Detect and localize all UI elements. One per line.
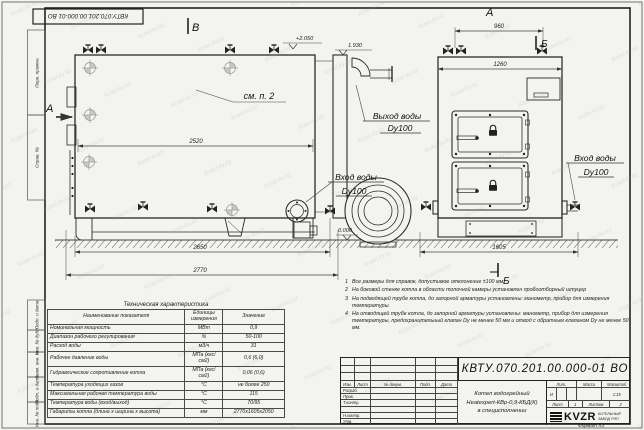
sheets-header: Листов [583,401,611,408]
tech-cell: 115 [223,390,285,399]
tech-cell: 0,9 [223,324,285,333]
tech-cell: 50-100 [223,333,285,342]
note-item [338,279,630,286]
company-name-line1: КОТЕЛЬНЫЙ [597,412,621,417]
tech-table [47,309,285,418]
tech-row [48,408,285,417]
tech-row [48,366,285,381]
drawing-title-line3: в специсполнении [477,408,527,415]
tech-table-title: Техническая характеристика [123,302,209,308]
title-block-grid [341,358,458,425]
format-label: Формат А3 [577,424,605,429]
note-text: На отводящей трубе котла, до запорной арматуры установлены: манометр, прибор для измерения температуры, предохранительный клапан Dу не менее 50 мм и отвод с обратным клапаном Dу не менее 50 мм. [352,311,629,331]
tech-cell: МПа (кгс/см2) [185,351,223,366]
tech-cell: Расход воды [48,342,185,351]
kvzr-logo-text: KVZR [564,410,596,423]
sheets-value: 2 [610,401,631,408]
note-text: Все размеры для справок, допустимое отклонение ±100 мм. [352,279,505,285]
tb-col-header: Лист [355,381,371,388]
sheet-value: 1 [569,401,583,408]
tech-cell: Гидравлическое сопротивление котла [48,366,185,381]
tech-header-row [48,310,285,325]
tech-cell: Температура уходящих газов [48,381,185,390]
kvzr-logo-icon [550,412,562,422]
tech-cell: м3/ч [185,342,223,351]
tech-row [48,399,285,408]
tech-row [48,390,285,399]
tech-cell: 70/95 [223,399,285,408]
notes [338,279,630,333]
tech-cell: МПа (кгс/см2) [185,366,223,381]
tech-row [48,351,285,366]
drawing-title [458,381,546,425]
tech-cell: Габариты котла (длина х ширина х высота) [48,408,185,417]
tech-cell: Номинальная мощность [48,324,185,333]
tb-col-header: Подп. [416,381,436,388]
tb-role: Разраб. [341,388,371,394]
tech-cell: 2770х1605х2050 [223,408,285,417]
tech-cell: 0,06 (0,6) [223,366,285,381]
tech-cell: 0,6 (6,0) [223,351,285,366]
note-item [338,287,630,294]
company-name-line2: ЗАВОД РЭП [597,416,619,421]
tech-cell: Рабочее давление воды [48,351,185,366]
scale-value: 1:15 [602,388,631,401]
drawing-number: КВТУ.070.201.00.000-01 ВО [458,358,631,381]
tech-row [48,342,285,351]
drawing-title-line2: Heatexpert-КВр-0,9-КБД(К) [466,399,538,406]
tb-role: Утв. [341,419,371,425]
tb-col-header: Изм. [341,381,355,388]
tech-cell: Диапазон рабочего регулирования [48,333,185,342]
note-number: 4 [345,311,348,317]
tech-cell: МВт [185,324,223,333]
drawing-title-line1: Котел водогрейный [474,390,530,397]
mass-header: Масса [577,381,603,388]
tb-role: Н.контр. [341,413,371,419]
company-name [598,412,621,421]
lit-header: Лит. [547,381,577,388]
tech-row [48,324,285,333]
tech-cell: 31 [223,342,285,351]
tech-header: Единицы измерения [185,310,223,325]
note-item [338,296,630,310]
title-block [340,357,630,424]
company-logo-row [547,408,631,425]
tech-cell: Максимальная рабочая температура воды [48,390,185,399]
tb-role: Т.контр. [341,400,371,406]
tech-cell: °С [185,381,223,390]
tb-col-header: Дата [436,381,458,388]
scale-header: Масштаб [602,381,631,388]
tech-cell: мм [185,408,223,417]
tech-cell: % [185,333,223,342]
note-text: На подводящей трубе котла, до запорной арматуры установлены: манометр, прибор для измерения температуры. [352,295,610,309]
note-number: 1 [345,279,348,285]
tech-header: Наименование показателя [48,310,185,325]
litera-value: И [547,388,557,401]
tech-row [48,333,285,342]
tech-cell: °С [185,399,223,408]
note-text: На боковой стенке котла в области топочной камеры установлен пробоотборный штуцер [352,287,587,294]
note-number: 2 [345,287,348,294]
note-item [338,311,630,332]
tech-header: Значение [223,310,285,325]
title-block-right [546,381,631,425]
tb-col-header: № докум. [371,381,416,388]
mass-value [577,388,603,401]
sheet-header: Лист [547,401,569,408]
tech-cell: °С [185,390,223,399]
tech-characteristics [47,302,285,418]
tech-row [48,381,285,390]
tech-cell: не более 250 [223,381,285,390]
note-number: 3 [345,295,348,302]
tech-cell: Температура воды (вход/выход) [48,399,185,408]
tb-role: Пров. [341,394,371,400]
